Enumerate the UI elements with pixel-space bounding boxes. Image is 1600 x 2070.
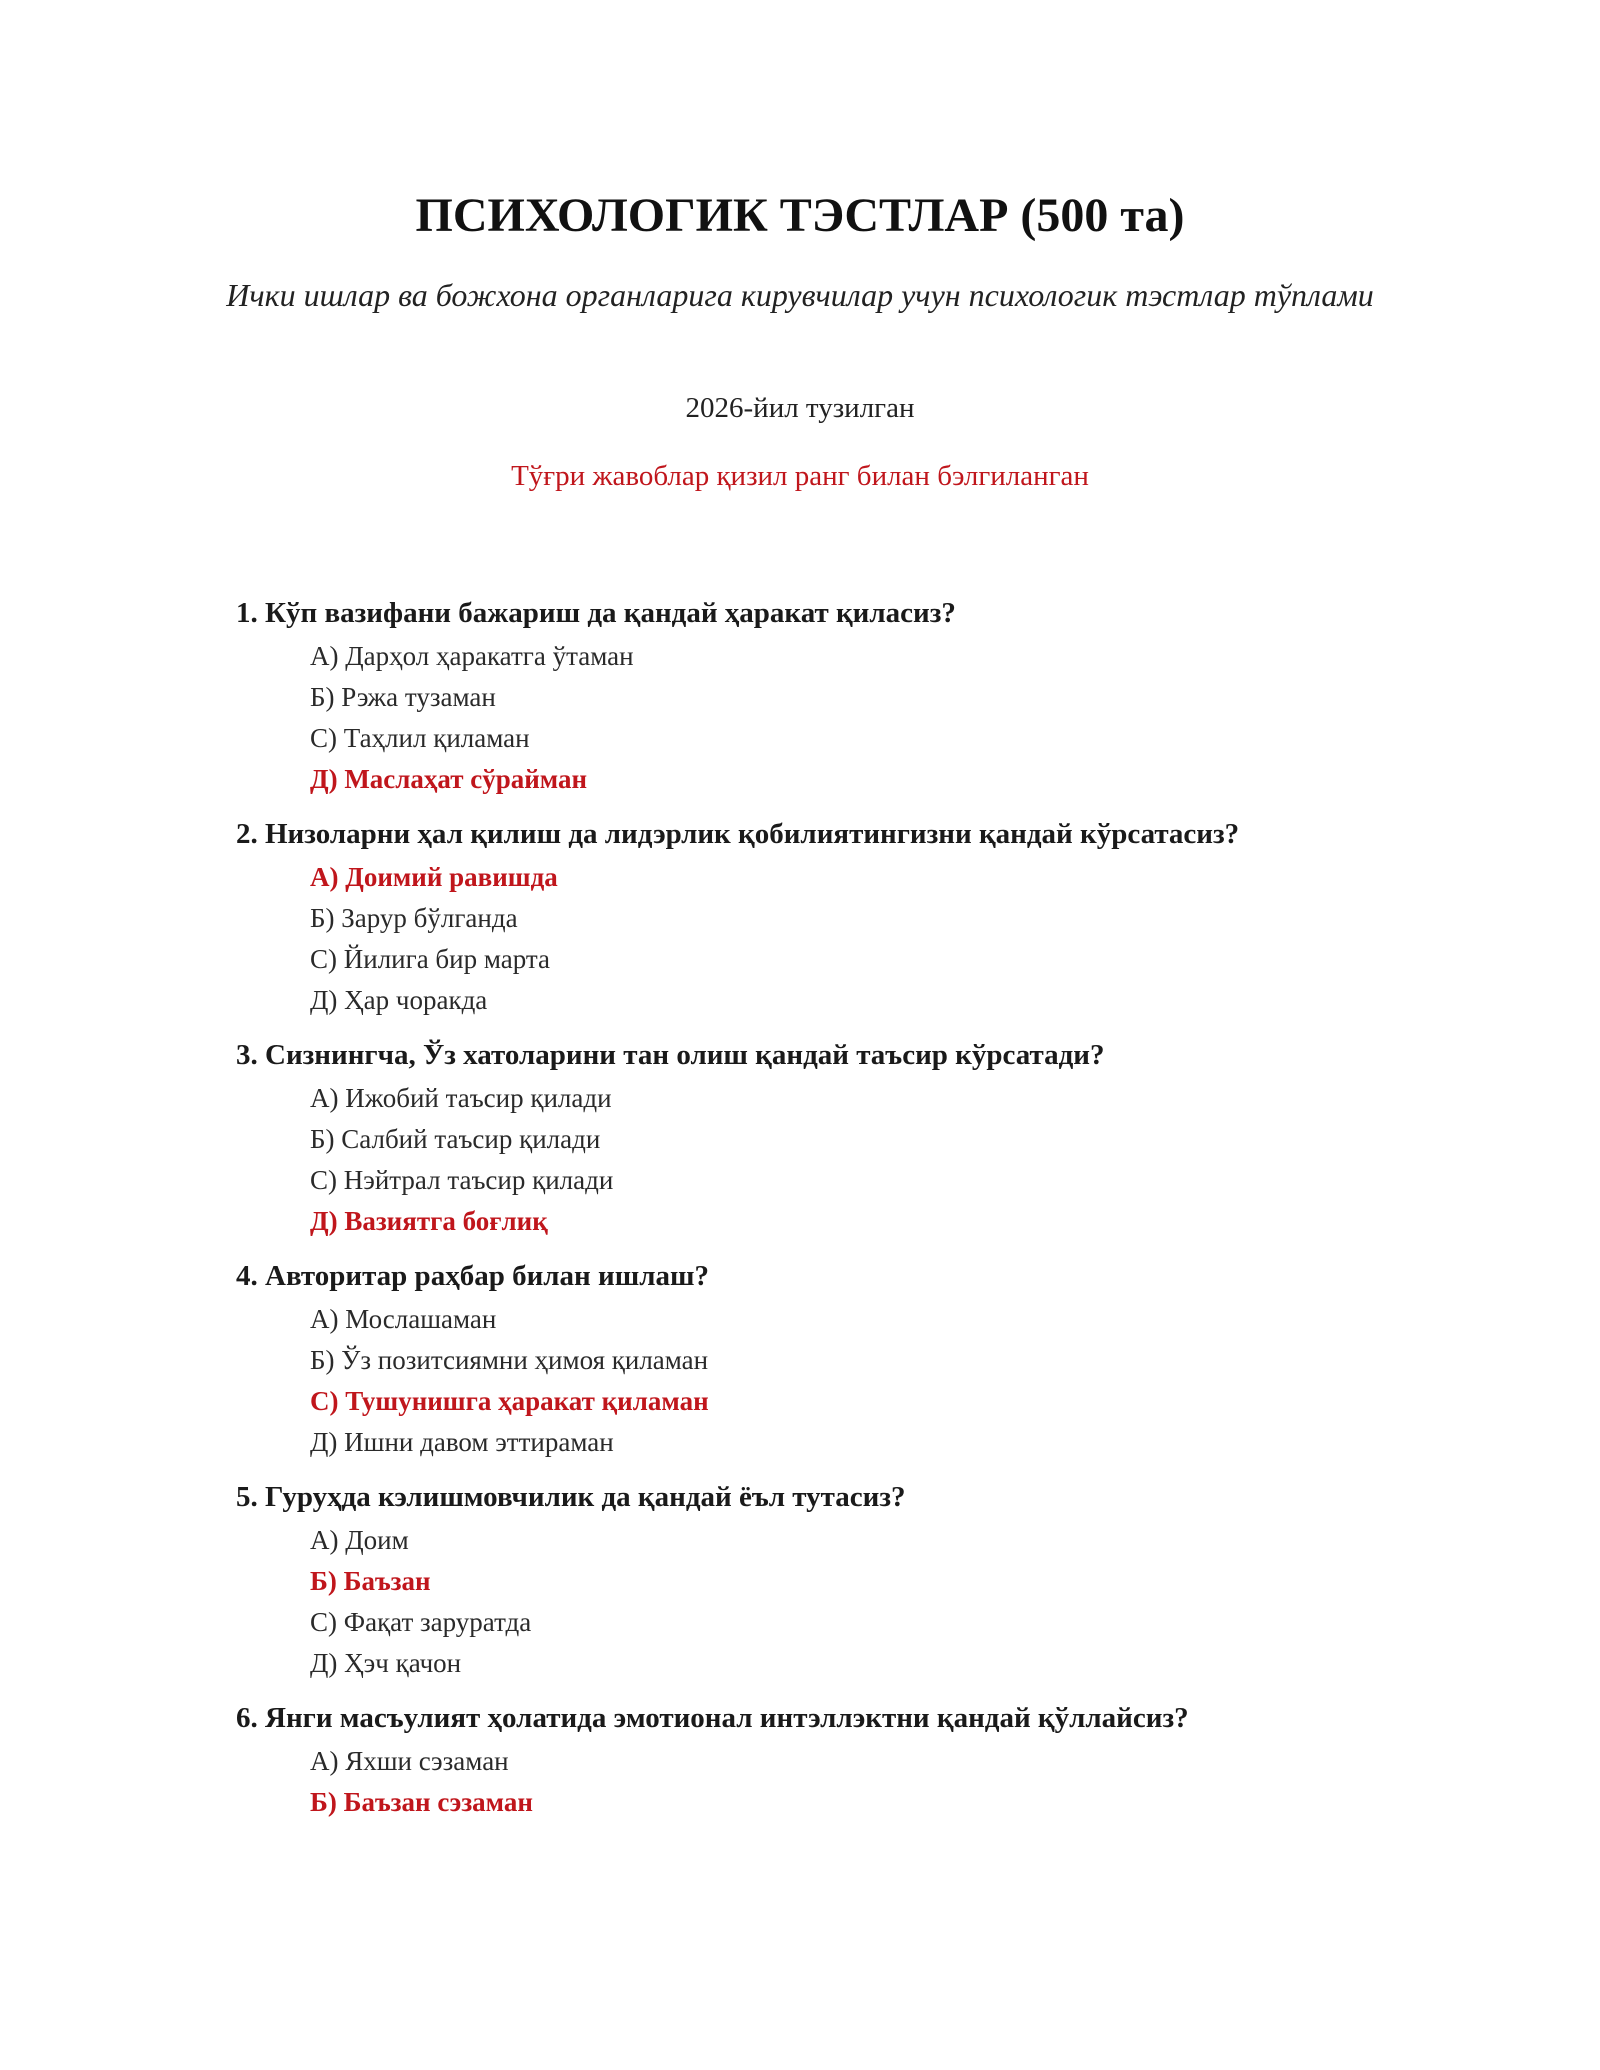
answer-option-correct: Д) Вазиятга боғлиқ <box>310 1206 548 1236</box>
question-item <box>236 1255 1436 1463</box>
answer-option-correct: С) Тушунишга ҳаракат қиламан <box>310 1386 709 1416</box>
answer-option: Б) Рэжа тузаман <box>310 682 496 712</box>
answer-option-correct: Б) Баъзан <box>310 1566 431 1596</box>
answer-option-correct: А) Доимий равишда <box>310 862 558 892</box>
question-item <box>236 1476 1436 1684</box>
answer-option: А) Мослашаман <box>310 1304 497 1334</box>
answer-options <box>236 1741 1436 1823</box>
question-list <box>236 592 1436 1836</box>
answer-option: А) Яхши сэзаман <box>310 1746 509 1776</box>
answer-option: С) Йилига бир марта <box>310 944 551 974</box>
answer-option: А) Дарҳол ҳаракатга ўтаман <box>310 641 634 671</box>
question-text: 2. Низоларни ҳал қилиш да лидэрлик қобилиятингизни қандай кўрсатасиз? <box>236 818 1240 850</box>
question-item <box>236 1034 1436 1242</box>
answer-option: Б) Зарур бўлганда <box>310 903 518 933</box>
answer-options <box>236 1078 1436 1242</box>
answer-option: Д) Ҳэч қачон <box>310 1648 462 1678</box>
answer-options <box>236 1520 1436 1684</box>
answer-option: Д) Ҳар чоракда <box>310 985 488 1015</box>
compiled-year: 2026-йил тузилган <box>685 392 915 424</box>
page-subtitle: Ички ишлар ва божхона органларига кирувчилар учун психологик тэстлар тўплами <box>226 277 1374 313</box>
answer-option: Б) Салбий таъсир қилади <box>310 1124 601 1154</box>
answer-option: С) Нэйтрал таъсир қилади <box>310 1165 614 1195</box>
question-text: 6. Янги масъулият ҳолатида эмотионал интэллэктни қандай қўллайсиз? <box>236 1702 1189 1734</box>
question-text: 1. Кўп вазифани бажариш да қандай ҳаракат қиласиз? <box>236 597 956 629</box>
answer-option-correct: Д) Маслаҳат сўрайман <box>310 764 588 794</box>
page-title: ПСИХОЛОГИК ТЭСТЛАР (500 та) <box>415 189 1185 242</box>
answer-option: Б) Ўз позитсиямни ҳимоя қиламан <box>310 1345 709 1375</box>
question-item <box>236 813 1436 1021</box>
answer-option: Д) Ишни давом эттираман <box>310 1427 614 1457</box>
answer-option: А) Доим <box>310 1525 409 1555</box>
question-text: 4. Авторитар раҳбар билан ишлаш? <box>236 1260 709 1292</box>
question-item <box>236 592 1436 800</box>
answer-options <box>236 636 1436 800</box>
answer-option-correct: Б) Баъзан сэзаман <box>310 1787 533 1817</box>
correct-answers-note: Тўғри жавоблар қизил ранг билан бэлгиланган <box>511 460 1089 492</box>
question-item <box>236 1697 1436 1823</box>
answer-options <box>236 1299 1436 1463</box>
answer-option: С) Таҳлил қиламан <box>310 723 530 753</box>
answer-options <box>236 857 1436 1021</box>
answer-option: А) Ижобий таъсир қилади <box>310 1083 612 1113</box>
question-text: 5. Гуруҳда кэлишмовчилик да қандай ёъл тутасиз? <box>236 1481 906 1513</box>
question-text: 3. Сизнингча, Ўз хатоларини тан олиш қандай таъсир кўрсатади? <box>236 1039 1105 1071</box>
answer-option: С) Фақат заруратда <box>310 1607 532 1637</box>
